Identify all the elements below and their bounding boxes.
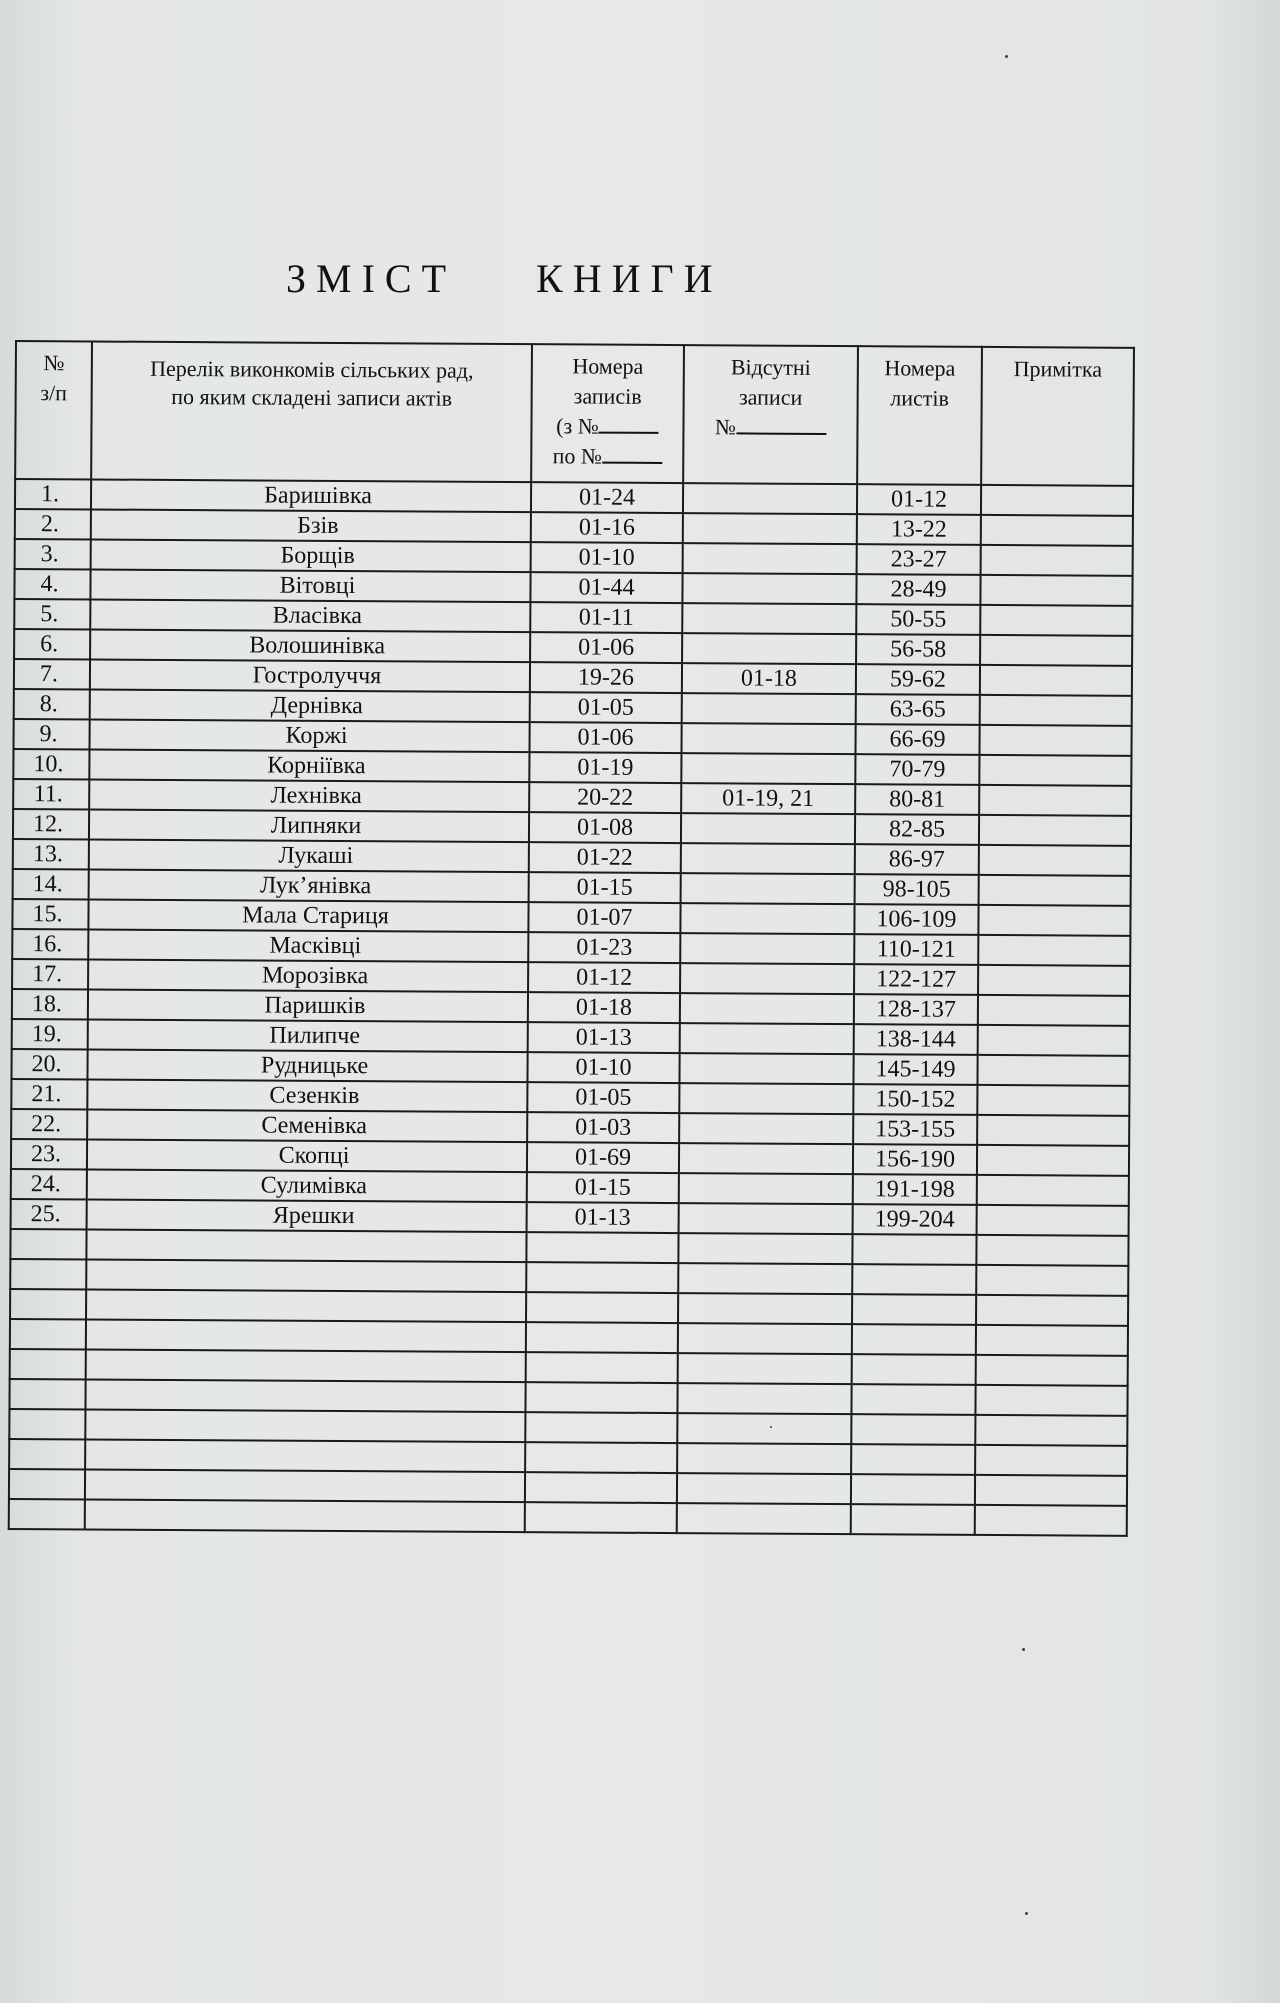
empty-cell bbox=[976, 1295, 1128, 1326]
empty-cell bbox=[9, 1469, 85, 1499]
note-cell bbox=[978, 995, 1130, 1026]
sheet-range-cell: 28-49 bbox=[856, 574, 980, 605]
empty-cell bbox=[677, 1503, 851, 1534]
row-number-cell: 18. bbox=[12, 989, 88, 1019]
empty-cell bbox=[9, 1499, 85, 1529]
empty-cell bbox=[525, 1502, 677, 1533]
missing-records-cell bbox=[681, 843, 855, 874]
note-cell bbox=[980, 575, 1132, 606]
row-number-cell: 9. bbox=[14, 719, 90, 749]
missing-records-cell bbox=[680, 1023, 854, 1054]
council-name-cell: Семенівка bbox=[87, 1109, 527, 1142]
empty-cell bbox=[677, 1383, 851, 1414]
record-range-cell: 01-15 bbox=[529, 872, 681, 903]
row-number-cell: 6. bbox=[14, 629, 90, 659]
missing-records-cell bbox=[680, 933, 854, 964]
header-sheet-numbers: Номера листів bbox=[857, 346, 982, 485]
row-number-cell: 3. bbox=[15, 539, 91, 569]
sheet-range-cell: 156-190 bbox=[853, 1144, 977, 1175]
paper-speck bbox=[1025, 1912, 1028, 1915]
empty-cell bbox=[10, 1289, 86, 1319]
empty-cell bbox=[975, 1505, 1127, 1536]
council-name-cell: Скопці bbox=[87, 1139, 527, 1172]
empty-cell bbox=[678, 1233, 852, 1264]
record-range-cell: 19-26 bbox=[530, 662, 682, 693]
empty-cell bbox=[526, 1292, 678, 1323]
header-council-list: Перелік виконкомів сільських рад, по яким складені записи актів bbox=[91, 341, 532, 482]
missing-records-cell bbox=[680, 993, 854, 1024]
missing-records-cell bbox=[683, 483, 857, 514]
note-cell bbox=[980, 635, 1132, 666]
empty-cell bbox=[677, 1413, 851, 1444]
empty-cell bbox=[852, 1264, 976, 1295]
missing-records-cell bbox=[679, 1173, 853, 1204]
row-number-cell: 5. bbox=[14, 599, 90, 629]
empty-cell bbox=[85, 1409, 525, 1442]
record-range-cell: 01-22 bbox=[529, 842, 681, 873]
empty-cell bbox=[851, 1384, 975, 1415]
empty-cell bbox=[526, 1262, 678, 1293]
sheet-range-cell: 145-149 bbox=[853, 1054, 977, 1085]
empty-cell bbox=[85, 1469, 525, 1502]
empty-cell bbox=[86, 1319, 526, 1352]
empty-cell bbox=[85, 1439, 525, 1472]
sheet-range-cell: 50-55 bbox=[856, 604, 980, 635]
council-name-cell: Мала Стариця bbox=[88, 899, 528, 932]
row-number-cell: 22. bbox=[11, 1109, 87, 1139]
council-name-cell: Волошинівка bbox=[90, 629, 530, 662]
row-number-cell: 10. bbox=[13, 749, 89, 779]
note-cell bbox=[981, 515, 1133, 546]
council-name-cell: Лук’янівка bbox=[89, 869, 529, 902]
empty-cell bbox=[852, 1294, 976, 1325]
row-number-cell: 1. bbox=[15, 479, 91, 509]
header-note: Примітка bbox=[981, 347, 1134, 486]
record-range-cell: 01-08 bbox=[529, 812, 681, 843]
sheet-range-cell: 13-22 bbox=[857, 514, 981, 545]
empty-cell bbox=[10, 1349, 86, 1379]
empty-cell bbox=[975, 1385, 1127, 1416]
sheet-range-cell: 110-121 bbox=[854, 934, 978, 965]
council-name-cell: Корніївка bbox=[89, 749, 529, 782]
empty-cell bbox=[976, 1355, 1128, 1386]
empty-cell bbox=[10, 1229, 86, 1259]
note-cell bbox=[979, 725, 1131, 756]
sheet-range-cell: 01-12 bbox=[857, 484, 981, 515]
note-cell bbox=[980, 665, 1132, 696]
empty-cell bbox=[86, 1289, 526, 1322]
note-cell bbox=[978, 905, 1130, 936]
empty-cell bbox=[851, 1414, 975, 1445]
sheet-range-cell: 191-198 bbox=[853, 1174, 977, 1205]
record-range-cell: 01-18 bbox=[528, 992, 680, 1023]
council-name-cell: Гостролуччя bbox=[90, 659, 530, 692]
row-number-cell: 15. bbox=[12, 899, 88, 929]
missing-records-cell bbox=[683, 543, 857, 574]
paper-speck bbox=[770, 1426, 772, 1428]
contents-table bbox=[8, 340, 1135, 1537]
note-cell bbox=[979, 845, 1131, 876]
sheet-range-cell: 70-79 bbox=[855, 754, 979, 785]
sheet-range-cell: 59-62 bbox=[856, 664, 980, 695]
empty-cell bbox=[86, 1259, 526, 1292]
council-name-cell: Морозівка bbox=[88, 959, 528, 992]
missing-records-cell bbox=[679, 1143, 853, 1174]
row-number-cell: 16. bbox=[12, 929, 88, 959]
header-missing-records: Відсутні записи № bbox=[683, 345, 858, 484]
record-range-cell: 01-05 bbox=[527, 1082, 679, 1113]
empty-cell bbox=[975, 1475, 1127, 1506]
council-name-cell: Сезенків bbox=[87, 1079, 527, 1112]
note-cell bbox=[981, 485, 1133, 516]
record-range-cell: 01-16 bbox=[531, 512, 683, 543]
empty-cell bbox=[9, 1409, 85, 1439]
record-range-cell: 01-15 bbox=[527, 1172, 679, 1203]
empty-cell bbox=[975, 1415, 1127, 1446]
record-range-cell: 01-03 bbox=[527, 1112, 679, 1143]
empty-cell bbox=[526, 1232, 678, 1263]
sheet-range-cell: 128-137 bbox=[854, 994, 978, 1025]
table-header-row bbox=[15, 341, 1134, 486]
empty-cell bbox=[976, 1325, 1128, 1356]
council-name-cell: Сулимівка bbox=[87, 1169, 527, 1202]
sheet-range-cell: 138-144 bbox=[854, 1024, 978, 1055]
council-name-cell: Лехнівка bbox=[89, 779, 529, 812]
missing-records-cell bbox=[682, 603, 856, 634]
missing-records-cell bbox=[681, 813, 855, 844]
record-range-cell: 01-13 bbox=[527, 1202, 679, 1233]
record-range-cell: 01-11 bbox=[530, 602, 682, 633]
empty-cell bbox=[976, 1235, 1128, 1266]
row-number-cell: 20. bbox=[11, 1049, 87, 1079]
record-range-cell: 01-06 bbox=[529, 722, 681, 753]
note-cell bbox=[978, 1025, 1130, 1056]
paper-speck bbox=[1005, 55, 1008, 58]
empty-cell bbox=[525, 1472, 677, 1503]
record-range-cell: 01-23 bbox=[528, 932, 680, 963]
sheet-range-cell: 66-69 bbox=[855, 724, 979, 755]
header-number: № з/п bbox=[15, 341, 92, 479]
missing-records-cell bbox=[682, 633, 856, 664]
missing-records-cell bbox=[679, 1083, 853, 1114]
record-range-cell: 01-69 bbox=[527, 1142, 679, 1173]
empty-cell bbox=[85, 1499, 525, 1532]
row-number-cell: 13. bbox=[13, 839, 89, 869]
record-range-cell: 01-07 bbox=[528, 902, 680, 933]
sheet-range-cell: 122-127 bbox=[854, 964, 978, 995]
note-cell bbox=[978, 965, 1130, 996]
council-name-cell: Лукаші bbox=[89, 839, 529, 872]
note-cell bbox=[981, 545, 1133, 576]
empty-cell bbox=[851, 1474, 975, 1505]
row-number-cell: 24. bbox=[11, 1169, 87, 1199]
row-number-cell: 4. bbox=[14, 569, 90, 599]
note-cell bbox=[978, 935, 1130, 966]
row-number-cell: 17. bbox=[12, 959, 88, 989]
council-name-cell: Вітовці bbox=[90, 569, 530, 602]
note-cell bbox=[979, 815, 1131, 846]
sheet-range-cell: 150-152 bbox=[853, 1084, 977, 1115]
sheet-range-cell: 80-81 bbox=[855, 784, 979, 815]
paper-speck bbox=[1022, 1648, 1025, 1651]
sheet-range-cell: 86-97 bbox=[855, 844, 979, 875]
missing-records-cell bbox=[680, 903, 854, 934]
table-body bbox=[9, 479, 1133, 1536]
empty-cell bbox=[678, 1353, 852, 1384]
record-range-cell: 01-13 bbox=[528, 1022, 680, 1053]
missing-records-cell bbox=[681, 723, 855, 754]
council-name-cell: Рудницьке bbox=[87, 1049, 527, 1082]
empty-cell bbox=[85, 1379, 525, 1412]
sheet-range-cell: 23-27 bbox=[857, 544, 981, 575]
row-number-cell: 2. bbox=[15, 509, 91, 539]
council-name-cell: Власівка bbox=[90, 599, 530, 632]
missing-records-cell bbox=[679, 1053, 853, 1084]
row-number-cell: 12. bbox=[13, 809, 89, 839]
empty-cell bbox=[852, 1234, 976, 1265]
row-number-cell: 19. bbox=[12, 1019, 88, 1049]
empty-cell bbox=[677, 1473, 851, 1504]
empty-cell bbox=[678, 1323, 852, 1354]
record-range-cell: 20-22 bbox=[529, 782, 681, 813]
sheet-range-cell: 56-58 bbox=[856, 634, 980, 665]
note-cell bbox=[979, 755, 1131, 786]
empty-cell bbox=[86, 1229, 526, 1262]
council-name-cell: Пилипче bbox=[88, 1019, 528, 1052]
record-range-cell: 01-05 bbox=[530, 692, 682, 723]
missing-records-cell bbox=[681, 873, 855, 904]
row-number-cell: 23. bbox=[11, 1139, 87, 1169]
empty-cell bbox=[678, 1263, 852, 1294]
council-name-cell: Дернівка bbox=[90, 689, 530, 722]
missing-records-cell bbox=[683, 513, 857, 544]
note-cell bbox=[977, 1115, 1129, 1146]
sheet-range-cell: 106-109 bbox=[854, 904, 978, 935]
note-cell bbox=[979, 785, 1131, 816]
missing-records-cell bbox=[679, 1203, 853, 1234]
council-name-cell: Баришівка bbox=[91, 479, 531, 512]
missing-records-cell bbox=[680, 963, 854, 994]
document-title: ЗМІСТ КНИГИ bbox=[286, 256, 723, 301]
missing-records-cell bbox=[679, 1113, 853, 1144]
sheet-range-cell: 98-105 bbox=[855, 874, 979, 905]
sheet-range-cell: 82-85 bbox=[855, 814, 979, 845]
record-range-cell: 01-10 bbox=[527, 1052, 679, 1083]
empty-cell bbox=[852, 1354, 976, 1385]
empty-cell bbox=[525, 1382, 677, 1413]
empty-cell bbox=[526, 1322, 678, 1353]
council-name-cell: Масківці bbox=[88, 929, 528, 962]
note-cell bbox=[977, 1085, 1129, 1116]
missing-records-cell: 01-18 bbox=[682, 663, 856, 694]
empty-cell bbox=[678, 1293, 852, 1324]
council-name-cell: Липняки bbox=[89, 809, 529, 842]
empty-cell bbox=[10, 1319, 86, 1349]
empty-cell bbox=[677, 1443, 851, 1474]
council-name-cell: Бзів bbox=[91, 509, 531, 542]
record-range-cell: 01-12 bbox=[528, 962, 680, 993]
council-name-cell: Ярешки bbox=[87, 1199, 527, 1232]
empty-cell bbox=[10, 1259, 86, 1289]
empty-cell bbox=[976, 1265, 1128, 1296]
empty-cell bbox=[851, 1444, 975, 1475]
note-cell bbox=[977, 1205, 1129, 1236]
empty-table-row bbox=[9, 1499, 1127, 1536]
note-cell bbox=[980, 605, 1132, 636]
empty-cell bbox=[9, 1379, 85, 1409]
note-cell bbox=[977, 1175, 1129, 1206]
missing-records-cell bbox=[682, 573, 856, 604]
row-number-cell: 25. bbox=[11, 1199, 87, 1229]
record-range-cell: 01-10 bbox=[531, 542, 683, 573]
empty-cell bbox=[9, 1439, 85, 1469]
empty-cell bbox=[975, 1445, 1127, 1476]
row-number-cell: 7. bbox=[14, 659, 90, 689]
row-number-cell: 21. bbox=[11, 1079, 87, 1109]
row-number-cell: 11. bbox=[13, 779, 89, 809]
empty-cell bbox=[86, 1349, 526, 1382]
row-number-cell: 14. bbox=[13, 869, 89, 899]
note-cell bbox=[977, 1145, 1129, 1176]
empty-cell bbox=[852, 1324, 976, 1355]
header-record-numbers: Номера записів (з № по № bbox=[531, 344, 684, 483]
missing-records-cell bbox=[681, 753, 855, 784]
sheet-range-cell: 63-65 bbox=[856, 694, 980, 725]
record-range-cell: 01-44 bbox=[530, 572, 682, 603]
note-cell bbox=[979, 875, 1131, 906]
missing-records-cell bbox=[682, 693, 856, 724]
empty-cell bbox=[525, 1412, 677, 1443]
missing-records-cell: 01-19, 21 bbox=[681, 783, 855, 814]
record-range-cell: 01-24 bbox=[531, 482, 683, 513]
empty-cell bbox=[525, 1442, 677, 1473]
empty-cell bbox=[851, 1504, 975, 1535]
note-cell bbox=[977, 1055, 1129, 1086]
council-name-cell: Коржі bbox=[90, 719, 530, 752]
record-range-cell: 01-19 bbox=[529, 752, 681, 783]
council-name-cell: Паришків bbox=[88, 989, 528, 1022]
empty-cell bbox=[526, 1352, 678, 1383]
record-range-cell: 01-06 bbox=[530, 632, 682, 663]
council-name-cell: Борщів bbox=[91, 539, 531, 572]
sheet-range-cell: 199-204 bbox=[853, 1204, 977, 1235]
note-cell bbox=[980, 695, 1132, 726]
sheet-range-cell: 153-155 bbox=[853, 1114, 977, 1145]
row-number-cell: 8. bbox=[14, 689, 90, 719]
